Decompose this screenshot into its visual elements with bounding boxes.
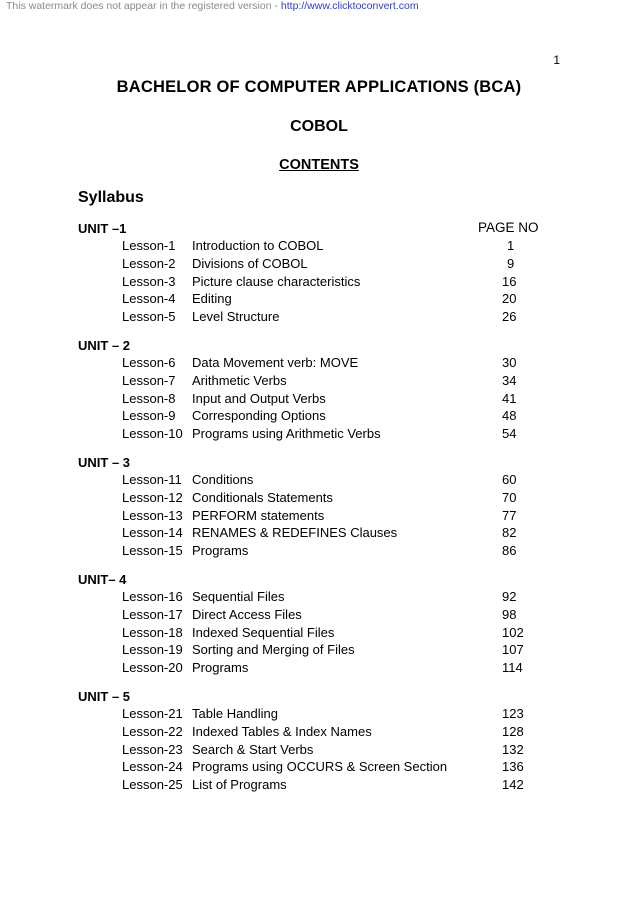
lesson-title: Level Structure — [192, 309, 280, 325]
lesson-number: Lesson-23 — [122, 741, 183, 757]
lesson-number: Lesson-16 — [122, 588, 183, 604]
lesson-number: Lesson-6 — [122, 354, 176, 370]
lesson-page: 26 — [502, 309, 517, 325]
lesson-number: Lesson-19 — [122, 642, 183, 658]
lesson-title: Programs — [192, 660, 249, 676]
lesson-page: 98 — [502, 606, 517, 622]
unit-title: UNIT – 3 — [78, 454, 131, 470]
lesson-row — [0, 705, 638, 723]
lesson-title: Editing — [192, 291, 232, 307]
lesson-page: 142 — [502, 777, 524, 793]
lesson-row — [0, 588, 638, 606]
lesson-row — [0, 641, 638, 659]
lesson-number: Lesson-15 — [122, 543, 183, 559]
lesson-row — [0, 776, 638, 794]
syllabus-heading: Syllabus — [78, 189, 144, 206]
lesson-page: 70 — [502, 489, 517, 505]
lesson-number: Lesson-10 — [122, 426, 183, 442]
lesson-row — [0, 290, 638, 308]
lesson-title: Programs using OCCURS & Screen Section — [192, 759, 448, 775]
lesson-number: Lesson-8 — [122, 390, 176, 406]
lesson-title: RENAMES & REDEFINES Clauses — [192, 525, 398, 541]
subject-title: COBOL — [290, 118, 348, 135]
lesson-number: Lesson-25 — [122, 777, 183, 793]
lesson-page: 82 — [502, 525, 517, 541]
lesson-number: Lesson-7 — [122, 372, 176, 388]
lesson-page: 1 — [507, 238, 515, 253]
lesson-title: Introduction to COBOL — [192, 238, 324, 253]
unit-title: UNIT –1 — [78, 221, 127, 236]
lesson-row — [0, 542, 638, 560]
lesson-title: Conditionals Statements — [192, 489, 333, 505]
lesson-number: Lesson-9 — [122, 408, 176, 424]
unit-4 — [0, 571, 638, 677]
lesson-row — [0, 624, 638, 642]
watermark-notice — [6, 0, 419, 12]
unit-title: UNIT – 5 — [78, 688, 131, 704]
lesson-page: 41 — [502, 390, 517, 406]
lesson-row — [0, 471, 638, 489]
lesson-number: Lesson-14 — [122, 525, 183, 541]
lesson-title: Sorting and Merging of Files — [192, 642, 355, 658]
lesson-row — [0, 606, 638, 624]
lesson-page: 9 — [507, 255, 515, 271]
page-no-heading: PAGE NO — [478, 220, 539, 235]
lesson-title: Conditions — [192, 471, 254, 487]
table-of-contents — [0, 220, 638, 805]
lesson-title: PERFORM statements — [192, 507, 325, 523]
unit-title: UNIT– 4 — [78, 571, 127, 587]
lesson-title: Search & Start Verbs — [192, 741, 314, 757]
page-number: 1 — [553, 53, 560, 67]
lesson-page: 123 — [502, 705, 524, 721]
lesson-row — [0, 741, 638, 759]
lesson-page: 48 — [502, 408, 517, 424]
lesson-row — [0, 507, 638, 525]
lesson-number: Lesson-5 — [122, 309, 176, 325]
lesson-page: 34 — [502, 372, 517, 388]
unit-5 — [0, 688, 638, 794]
lesson-row — [0, 659, 638, 677]
contents-heading: CONTENTS — [279, 157, 359, 173]
lesson-page: 20 — [502, 291, 517, 307]
lesson-page: 136 — [502, 759, 524, 775]
lesson-title: Divisions of COBOL — [192, 255, 308, 271]
lesson-row — [0, 255, 638, 273]
unit-title: UNIT – 2 — [78, 337, 131, 353]
lesson-row — [0, 407, 638, 425]
lesson-number: Lesson-4 — [122, 291, 176, 307]
lesson-row — [0, 425, 638, 443]
lesson-page: 54 — [502, 426, 517, 442]
lesson-page: 107 — [502, 642, 524, 658]
lesson-number: Lesson-17 — [122, 606, 183, 622]
lesson-row — [0, 237, 638, 255]
lesson-title: Direct Access Files — [192, 606, 302, 622]
lesson-page: 30 — [502, 354, 517, 370]
lesson-page: 132 — [502, 741, 524, 757]
lesson-page: 60 — [502, 471, 517, 487]
lesson-number: Lesson-24 — [122, 759, 183, 775]
lesson-title: List of Programs — [192, 777, 287, 793]
lesson-title: Table Handling — [192, 705, 279, 721]
lesson-row — [0, 723, 638, 741]
lesson-row — [0, 390, 638, 408]
lesson-title: Corresponding Options — [192, 408, 326, 424]
lesson-number: Lesson-22 — [122, 723, 183, 739]
lesson-title: Data Movement verb: MOVE — [192, 354, 359, 370]
lesson-title: Programs — [192, 543, 249, 559]
lesson-title: Programs using Arithmetic Verbs — [192, 426, 381, 442]
lesson-title: Input and Output Verbs — [192, 390, 326, 406]
lesson-row — [0, 489, 638, 507]
lesson-page: 114 — [502, 660, 523, 676]
lesson-page: 77 — [502, 507, 517, 523]
lesson-page: 128 — [502, 723, 524, 739]
lesson-row — [0, 308, 638, 326]
lesson-page: 92 — [502, 588, 517, 604]
unit-3 — [0, 454, 638, 560]
watermark-text: This watermark does not appear in the registered version - — [6, 0, 281, 12]
lesson-row — [0, 354, 638, 372]
document-title: BACHELOR OF COMPUTER APPLICATIONS (BCA) — [116, 78, 522, 96]
lesson-row — [0, 524, 638, 542]
lesson-title: Indexed Tables & Index Names — [192, 723, 372, 739]
lesson-page: 86 — [502, 543, 517, 559]
lesson-number: Lesson-21 — [122, 705, 183, 721]
lesson-number: Lesson-18 — [122, 624, 183, 640]
unit-1 — [0, 220, 638, 326]
lesson-title: Arithmetic Verbs — [192, 372, 287, 388]
lesson-row — [0, 273, 638, 291]
lesson-row — [0, 758, 638, 776]
lesson-number: Lesson-11 — [122, 471, 182, 487]
lesson-page: 102 — [502, 624, 524, 640]
lesson-number: Lesson-20 — [122, 660, 183, 676]
lesson-title: Picture clause characteristics — [192, 273, 361, 289]
lesson-title: Sequential Files — [192, 588, 285, 604]
unit-2 — [0, 337, 638, 443]
lesson-number: Lesson-2 — [122, 255, 176, 271]
lesson-page: 16 — [502, 273, 517, 289]
lesson-title: Indexed Sequential Files — [192, 624, 335, 640]
lesson-number: Lesson-13 — [122, 507, 183, 523]
lesson-number: Lesson-12 — [122, 489, 183, 505]
lesson-number: Lesson-3 — [122, 273, 176, 289]
watermark-link[interactable]: http://www.clicktoconvert.com — [280, 0, 419, 12]
lesson-row — [0, 372, 638, 390]
lesson-number: Lesson-1 — [122, 238, 176, 253]
